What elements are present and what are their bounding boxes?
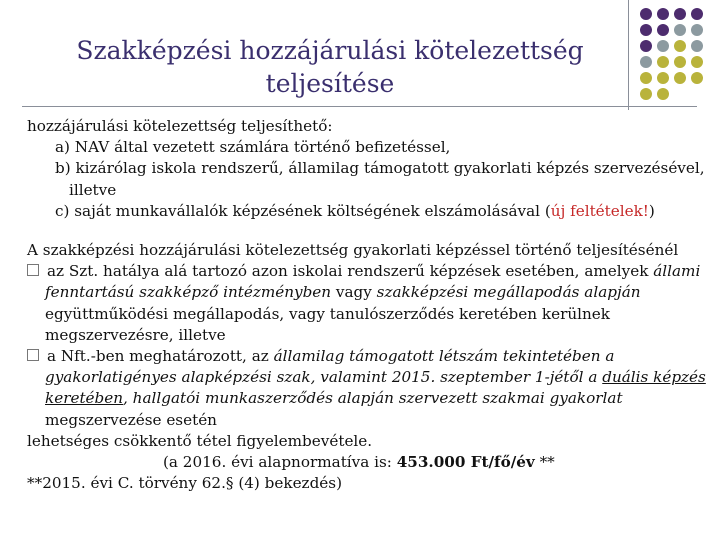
decorative-dot [640, 72, 652, 84]
decorative-dot [657, 72, 669, 84]
footnote: **2015. évi C. törvény 62.§ (4) bekezdés) [27, 474, 342, 493]
decorative-dot [657, 56, 669, 68]
decorative-dot [691, 24, 703, 36]
bullet-2-line-2: gyakorlatigényes alapképzési szak, valamint 2015. szeptember 1-jétől a duális képzés [45, 368, 706, 387]
decorative-dot [657, 8, 669, 20]
list-item-b: b) kizárólag iskola rendszerű, államilag támogatott gyakorlati képzés szervezésével, [55, 159, 705, 178]
decorative-dot-grid [640, 8, 720, 108]
bullet-1-line-3: együttműködési megállapodás, vagy tanulószerződés keretében kerülnek [45, 304, 610, 323]
decorative-dot [657, 40, 669, 52]
decorative-dot [640, 40, 652, 52]
decorative-dot [640, 24, 652, 36]
bullet-1-line-1: az Szt. hatálya alá tartozó azon iskolai rendszerű képzések esetében, amelyek állami [27, 261, 697, 282]
decorative-dot [674, 56, 686, 68]
paragraph-practical-training: A szakképzési hozzájárulási kötelezettség gyakorlati képzéssel történő teljesítésénél [27, 241, 679, 260]
decorative-dot [640, 8, 652, 20]
decorative-dot [657, 24, 669, 36]
decorative-dot [691, 56, 703, 68]
decorative-dot [674, 72, 686, 84]
decorative-dot [674, 24, 686, 36]
list-item-b-continued: illetve [69, 180, 117, 199]
decorative-dot [640, 88, 652, 100]
new-conditions-highlight: új feltételek! [550, 201, 649, 220]
decorative-dot [691, 8, 703, 20]
list-item-c: c) saját munkavállalók képzésének költségének elszámolásával (új feltételek!) [55, 201, 655, 220]
bullet-2-line-1: a Nft.-ben meghatározott, az államilag támogatott létszám tekintetében a [27, 346, 697, 367]
base-norm-line: (a 2016. évi alapnormatíva is: 453.000 Ft/fő/év ** [163, 453, 555, 472]
decorative-dot [674, 8, 686, 20]
decorative-dot [657, 88, 669, 100]
slide-title [40, 34, 620, 100]
bullet-2-line-3: keretében, hallgatói munkaszerződés alapján szervezett szakmai gyakorlat [45, 389, 623, 408]
decorative-dot [691, 72, 703, 84]
slide-body [27, 116, 706, 494]
slide-title-line-1: Szakképzési hozzájárulási kötelezettség [76, 36, 584, 65]
bullet-1-line-4: megszervezésre, illetve [45, 325, 226, 344]
decorative-dot [691, 40, 703, 52]
decorative-vertical-line [628, 0, 629, 110]
bullet-1-line-2: fenntartású szakképző intézményben vagy szakképzési megállapodás alapján [45, 283, 641, 302]
list-item-a: a) NAV által vezetett számlára történő befizetéssel, [55, 138, 451, 157]
bullet-2-line-4: megszervezése esetén [45, 410, 217, 429]
dual-training-link-text: duális képzés [602, 368, 706, 387]
checkbox-bullet-icon [27, 349, 39, 361]
checkbox-bullet-icon [27, 264, 39, 276]
intro-line: hozzájárulási kötelezettség teljesíthető: [27, 117, 333, 135]
title-divider-line [22, 106, 697, 107]
slide-title-line-2: teljesítése [265, 69, 395, 98]
base-norm-amount: 453.000 Ft/fő/év [396, 453, 535, 472]
decorative-dot [640, 56, 652, 68]
result-line: lehetséges csökkentő tétel figyelembevétele. [27, 431, 373, 450]
decorative-dot [674, 40, 686, 52]
